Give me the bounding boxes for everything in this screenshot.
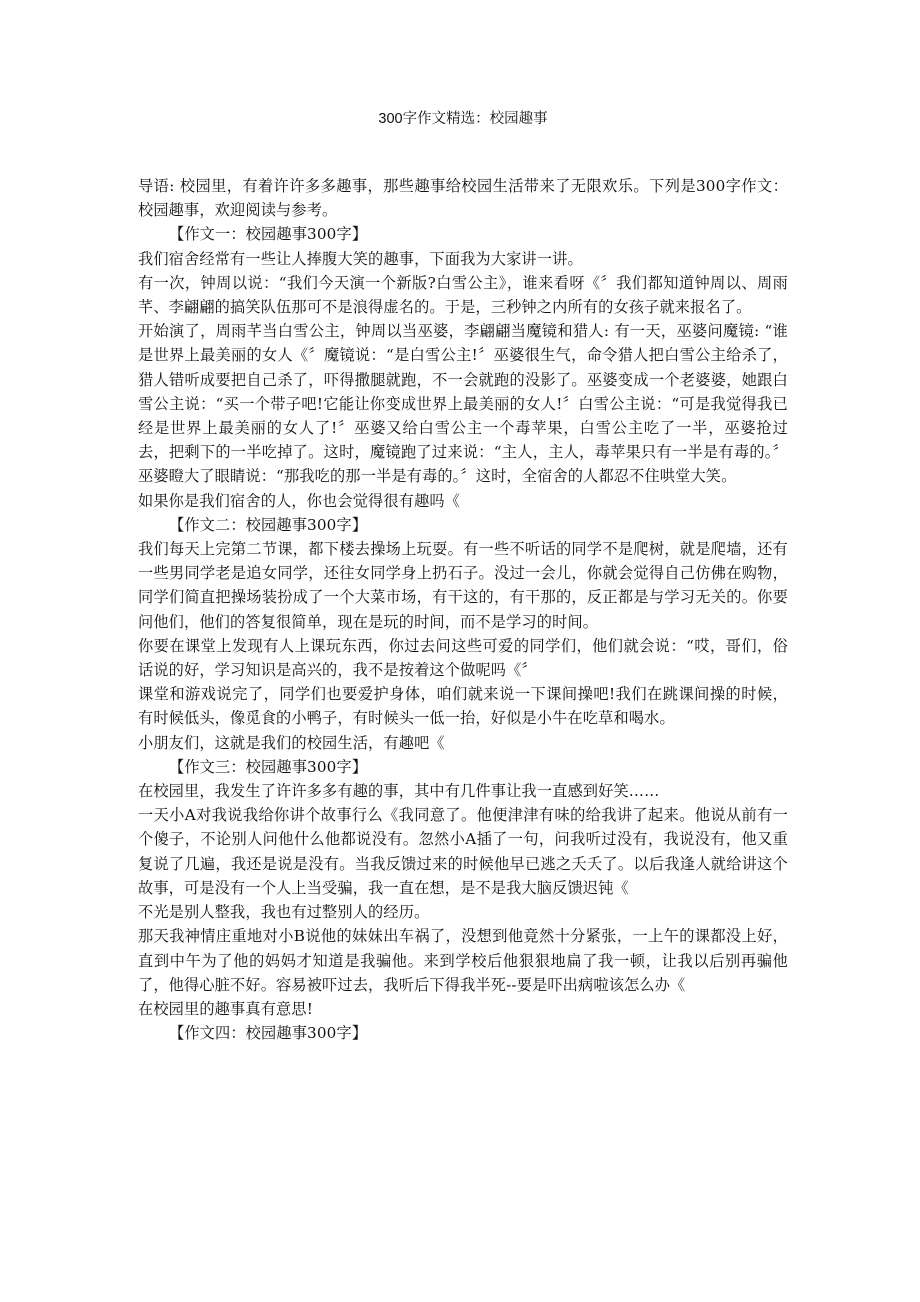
paragraph: 在校园里，我发生了许许多多有趣的事，其中有几件事让我一直感到好笑…… — [138, 782, 660, 801]
section-heading: 【作文一：校园趣事300字】 — [169, 225, 368, 244]
paragraph: 我们每天上完第二节课，都下楼去操场上玩耍。有一些不听话的同学不是爬树，就是爬墙，还有一些男同学老是追女同学，还往女同学身上扔石子。没过一会儿，你就会觉得自己仿佛在购物，同学们简直把操场装扮成了一个大菜市场，有干这的，有干那的，反正都是与学习无关的。你要问他们，他们的答复很简单，现在是玩的时间，而不是学习的时间。 — [138, 540, 788, 631]
paragraph: 不光是别人整我，我也有过整别人的经历。 — [138, 903, 430, 922]
paragraph: 如果你是我们宿舍的人，你也会觉得很有趣吗《 — [138, 491, 461, 510]
paragraph: 开始演了，周雨芊当白雪公主，钟周以当巫婆，李翩翩当魔镜和猎人: 有一天，巫婆问魔镜: “谁是世界上最美丽的女人《〞魔镜说：“是白雪公主!〞巫婆很生气，命令猎人把白雪公主给杀了，猎人错听成要把自己杀了，吓得撒腿就跑，不一会就跑的没影了。巫婆变成一个老婆婆，她跟白雪公主说：“买一个带子吧!它能让你变成世界上最美丽的女人!〞白雪公主说：“可是我觉得我已经是世界上最美丽的女人了!〞巫婆又给白雪公主一个毒苹果，白雪公主吃了一半，巫婆抢过去，把剩下的一半吃掉了。这时，魔镜跑了过来说：“主人，主人，毒苹果只有一半是有毒的。〞巫婆瞪大了眼睛说：“那我吃的那一半是有毒的。〞这时，全宿舍的人都忍不住哄堂大笑。 — [138, 322, 788, 486]
section-heading: 【作文四：校园趣事300字】 — [169, 1024, 368, 1043]
paragraph: 我们宿舍经常有一些让人捧腹大笑的趣事，下面我为大家讲一讲。 — [138, 249, 583, 268]
paragraph: 课堂和游戏说完了，同学们也要爱护身体，咱们就来说一下课间操吧!我们在跳课间操的时候，有时候低头，像觅食的小鸭子，有时候头一低一抬，好似是小牛在吃草和喝水。 — [138, 685, 788, 728]
section-heading: 【作文二：校园趣事300字】 — [169, 515, 368, 534]
paragraph: 在校园里的趣事真有意思! — [138, 999, 313, 1018]
section-heading: 【作文三：校园趣事300字】 — [169, 757, 368, 776]
document-title: 300字作文精选：校园趣事 — [378, 111, 548, 127]
paragraph: 导语: 校园里，有着许许多多趣事，那些趣事给校园生活带来了无限欢乐。下列是300字作文：校园趣事，欢迎阅读与参考。 — [138, 177, 788, 220]
paragraph: 有一次，钟周以说：“我们今天演一个新版?白雪公主》，谁来看呀《〞我们都知道钟周以、周雨芊、李翩翩的搞笑队伍那可不是浪得虚名的。于是，三秒钟之内所有的女孩子就来报名了。 — [138, 273, 788, 317]
document-body — [138, 174, 788, 1045]
paragraph: 你要在课堂上发现有人上课玩东西，你过去问这些可爱的同学们，他们就会说：“哎，哥们，俗话说的好，学习知识是高兴的，我不是按着这个做呢吗《〞 — [138, 636, 788, 680]
paragraph: 小朋友们，这就是我们的校园生活，有趣吧《 — [138, 733, 445, 752]
paragraph: 那天我神情庄重地对小B说他的妹妹出车祸了，没想到他竟然十分紧张，一上午的课都没上好，直到中午为了他的妈妈才知道是我骗他。来到学校后他狠狠地扁了我一顿，让我以后别再骗他了，他得心脏不好。容易被吓过去，我听后下得我半死--要是吓出病啦该怎么办《 — [138, 927, 788, 994]
paragraph: 一天小A对我说我给你讲个故事行么《我同意了。他便津津有味的给我讲了起来。他说从前有一个傻子，不论别人问他什么他都说没有。忽然小A插了一句，问我听过没有，我说没有，他又重复说了几遍，我还是说是没有。当我反馈过来的时候他早已逃之夭夭了。以后我逢人就给讲这个故事，可是没有一个人上当受骗，我一直在想，是不是我大脑反馈迟钝《 — [138, 806, 788, 897]
document-page — [138, 108, 788, 1045]
